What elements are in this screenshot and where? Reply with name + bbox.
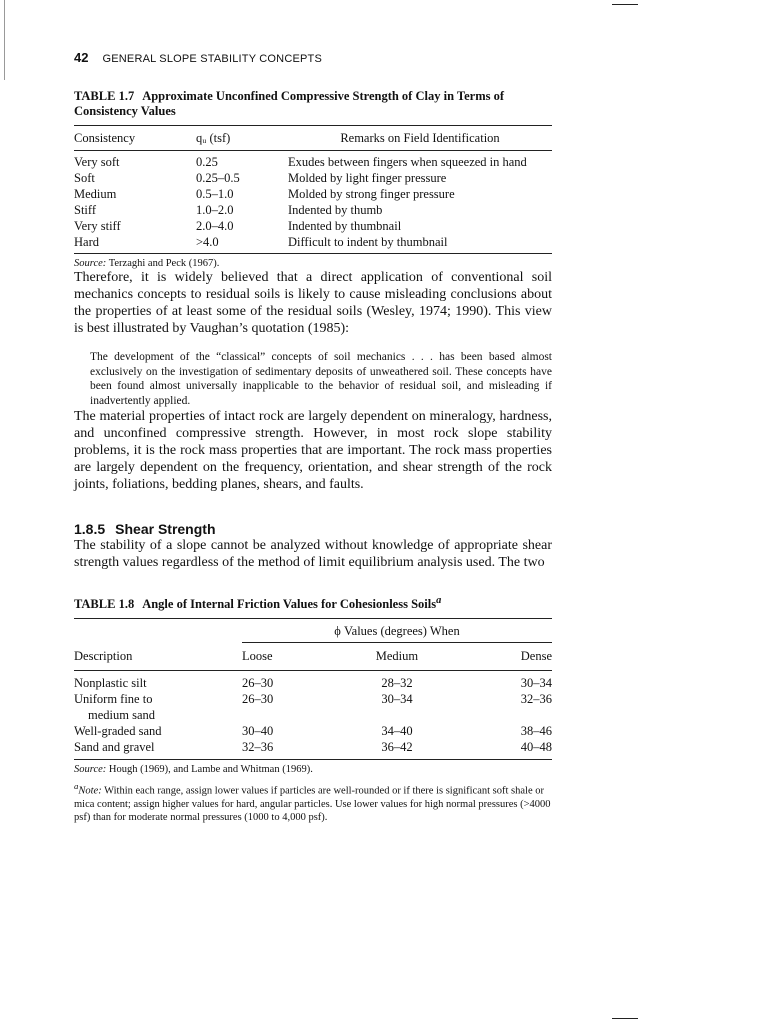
cell-remarks: Indented by thumbnail bbox=[288, 219, 402, 233]
cell-description: medium sand bbox=[88, 708, 156, 723]
section-number: 1.8.5 bbox=[74, 521, 106, 537]
section-heading bbox=[74, 521, 552, 537]
cell-dense: 32–36 bbox=[520, 692, 552, 707]
column-header-loose: Loose bbox=[242, 643, 334, 671]
cell-consistency: Hard bbox=[74, 235, 99, 249]
column-header-consistency: Consistency bbox=[74, 126, 196, 151]
source-text: Hough (1969), and Lambe and Whitman (1969). bbox=[108, 764, 313, 776]
cell-dense bbox=[460, 707, 552, 723]
empty-header-cell bbox=[74, 619, 242, 643]
cell-loose: 32–36 bbox=[242, 740, 274, 755]
scan-edge-line bbox=[4, 0, 5, 80]
cell-medium: 30–34 bbox=[381, 692, 413, 707]
body-paragraph: Therefore, it is widely believed that a direct application of conventional soil mechanics concepts to residual soils is likely to cause misleading conclusions about the properties of at least some of the residual soils (Wesley, 1974; 1990). This view is best illustrated by Vaughan’s quotation (1985): bbox=[74, 270, 552, 336]
table-1-8 bbox=[74, 618, 552, 760]
cell-qu: 0.25–0.5 bbox=[196, 171, 240, 185]
table-row bbox=[74, 202, 552, 218]
cell-description: Nonplastic silt bbox=[74, 676, 147, 691]
block-quote: The development of the “classical” concepts of soil mechanics . . . has been based almost exclusively on the investigation of sedimentary deposits of unweathered soil. These concepts have been found almost universally inapplicable to the behavior of residual soil, and misleading if inadvertently applied. bbox=[90, 351, 552, 407]
table-1-7-caption bbox=[74, 89, 552, 119]
cell-medium: 28–32 bbox=[381, 676, 413, 691]
cell-consistency: Very stiff bbox=[74, 219, 121, 233]
cell-loose: 30–40 bbox=[242, 724, 274, 739]
cell-remarks: Molded by light finger pressure bbox=[288, 171, 447, 185]
note-label: Note: bbox=[78, 785, 102, 797]
running-title: GENERAL SLOPE STABILITY CONCEPTS bbox=[102, 53, 323, 65]
table-1-7-title: Approximate Unconfined Compressive Strength of Clay in Terms of Consistency Values bbox=[74, 89, 505, 118]
table-header-row bbox=[74, 643, 552, 671]
cell-consistency: Soft bbox=[74, 171, 95, 185]
cell-medium: 36–42 bbox=[381, 740, 413, 755]
table-1-8-note bbox=[74, 780, 552, 825]
column-header-qu: qᵤ (tsf) bbox=[196, 126, 288, 151]
note-text: Within each range, assign lower values if particles are well-rounded or if there is significant soft shale or mica content; assign higher values for hard, angular particles. Use lower values for high normal pressures (>4000 psf) than for moderate normal pressures (1000 to 4,000 psf). bbox=[74, 785, 551, 824]
footnote-marker: a bbox=[436, 595, 442, 606]
body-paragraph: The material properties of intact rock are largely dependent on mineralogy, hardness, and unconfined compressive strength. However, in most rock slope stability problems, it is the rock mass properties that are important. The rock mass properties are largely dependent on the frequency, orientation, and shear strength of the rock joints, foliations, bedding planes, shears, and faults. bbox=[74, 409, 552, 492]
source-label: Source: bbox=[74, 764, 107, 776]
cell-dense: 40–48 bbox=[520, 740, 552, 755]
table-row bbox=[74, 707, 552, 723]
body-paragraph: The stability of a slope cannot be analyzed without knowledge of appropriate shear strength values regardless of the method of limit equilibrium analysis used. The two bbox=[74, 538, 552, 570]
section-title: Shear Strength bbox=[115, 521, 216, 537]
footnote-marker: a bbox=[74, 780, 79, 791]
table-row bbox=[74, 151, 552, 171]
table-1-7-label: TABLE 1.7 bbox=[74, 89, 135, 103]
page-number: 42 bbox=[74, 50, 89, 65]
cell-description: Sand and gravel bbox=[74, 740, 155, 755]
cell-consistency: Stiff bbox=[74, 203, 96, 217]
cell-consistency: Medium bbox=[74, 187, 117, 201]
cell-dense: 30–34 bbox=[520, 676, 552, 691]
cell-qu: 0.25 bbox=[196, 155, 218, 169]
table-1-8-source bbox=[74, 763, 552, 777]
cell-description: Uniform fine to bbox=[74, 692, 153, 707]
table-row bbox=[74, 671, 552, 692]
cell-loose bbox=[242, 707, 334, 723]
cell-qu: 0.5–1.0 bbox=[196, 187, 234, 201]
table-1-8-caption bbox=[74, 593, 552, 612]
cell-remarks: Molded by strong finger pressure bbox=[288, 187, 455, 201]
cell-consistency: Very soft bbox=[74, 155, 120, 169]
cell-medium: 34–40 bbox=[381, 724, 413, 739]
cell-qu: 2.0–4.0 bbox=[196, 219, 234, 233]
table-1-8-title: Angle of Internal Friction Values for Cohesionless Soils bbox=[142, 597, 437, 612]
book-page bbox=[74, 50, 552, 825]
source-text: Terzaghi and Peck (1967). bbox=[108, 258, 220, 269]
table-span-header-row bbox=[74, 619, 552, 643]
cell-remarks: Indented by thumb bbox=[288, 203, 383, 217]
table-row bbox=[74, 691, 552, 707]
column-header-dense: Dense bbox=[460, 643, 552, 671]
table-1-7-source bbox=[74, 258, 552, 269]
table-row bbox=[74, 170, 552, 186]
cell-qu: 1.0–2.0 bbox=[196, 203, 234, 217]
scan-corner-mark bbox=[612, 4, 638, 5]
cell-qu: >4.0 bbox=[196, 235, 219, 249]
cell-loose: 26–30 bbox=[242, 692, 274, 707]
table-row bbox=[74, 739, 552, 760]
cell-loose: 26–30 bbox=[242, 676, 274, 691]
table-1-7 bbox=[74, 125, 552, 254]
table-1-8-label: TABLE 1.8 bbox=[74, 597, 135, 612]
column-header-remarks: Remarks on Field Identification bbox=[288, 126, 552, 151]
source-label: Source: bbox=[74, 258, 107, 269]
table-row bbox=[74, 234, 552, 254]
running-head bbox=[74, 50, 552, 70]
scan-corner-mark bbox=[612, 1018, 638, 1019]
cell-dense: 38–46 bbox=[520, 724, 552, 739]
table-row bbox=[74, 186, 552, 202]
table-header-row bbox=[74, 126, 552, 151]
cell-remarks: Difficult to indent by thumbnail bbox=[288, 235, 448, 249]
table-row bbox=[74, 218, 552, 234]
column-header-description: Description bbox=[74, 643, 242, 671]
span-header-cell bbox=[242, 619, 552, 643]
cell-remarks: Exudes between fingers when squeezed in hand bbox=[288, 155, 527, 169]
span-header: ϕ Values (degrees) When bbox=[334, 624, 460, 639]
cell-description: Well-graded sand bbox=[74, 724, 162, 739]
cell-medium bbox=[334, 707, 459, 723]
column-header-medium: Medium bbox=[334, 643, 459, 671]
table-row bbox=[74, 723, 552, 739]
